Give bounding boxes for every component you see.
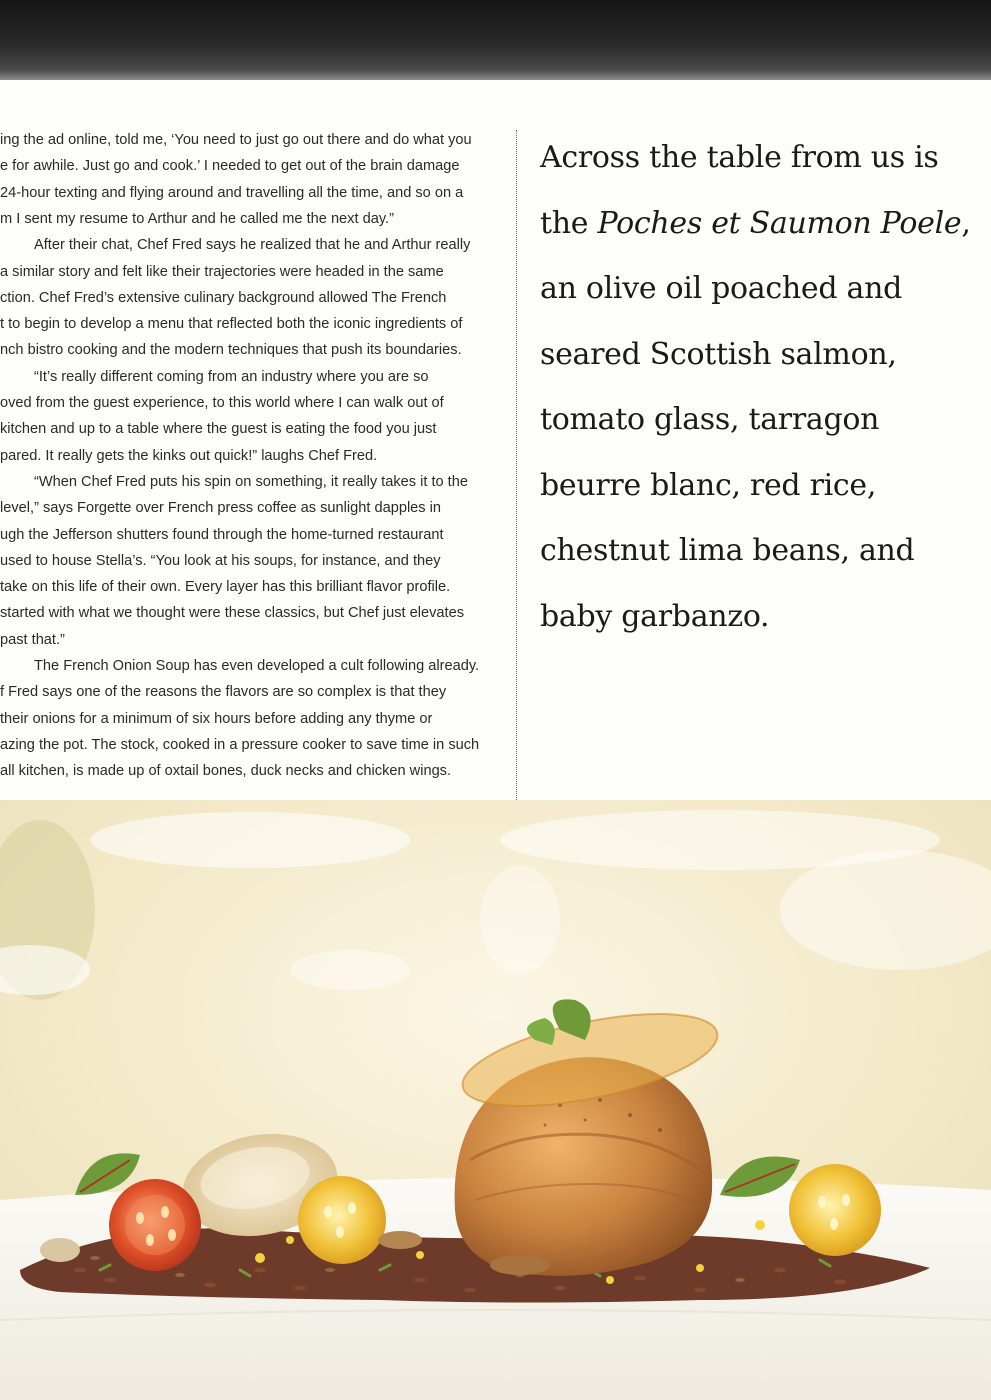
pull-quote-line	[540, 125, 980, 191]
article-text-line: kitchen and up to a table where the guest is eating the food you just	[0, 421, 437, 438]
article-text-line: their onions for a minimum of six hours before adding any thyme or	[0, 710, 433, 727]
article-body-column	[0, 130, 492, 800]
pull-quote-line	[540, 191, 980, 257]
article-text-line: nch bistro cooking and the modern techniques that push its boundaries.	[0, 342, 462, 359]
pull-quote-line	[540, 518, 980, 584]
article-text-line: started with what we thought were these classics, but Chef just elevates	[0, 605, 464, 622]
pull-quote-dish-name: Poches et Saumon Poele	[597, 205, 962, 241]
pull-quote	[540, 125, 980, 649]
pull-quote-line	[540, 453, 980, 519]
article-text-line: ction. Chef Fred’s extensive culinary background allowed The French	[0, 289, 447, 306]
article-text-line: The French Onion Soup has even developed a cult following already.	[34, 658, 480, 674]
article-text-line: take on this life of their own. Every layer has this brilliant flavor profile.	[0, 579, 451, 596]
article-text-line: After their chat, Chef Fred says he realized that he and Arthur really	[34, 237, 471, 254]
article-text-line: ing the ad online, told me, ‘You need to just go out there and do what you	[0, 132, 472, 148]
article-text-line: f Fred says one of the reasons the flavors are so complex is that they	[0, 684, 447, 701]
article-text-line: past that.”	[0, 631, 65, 648]
article-text-line: m I sent my resume to Arthur and he called me the next day.”	[0, 210, 394, 227]
column-divider-rule	[516, 130, 517, 818]
pull-quote-line	[540, 387, 980, 453]
article-text-line: used to house Stella’s. “You look at his soups, for instance, and they	[0, 552, 441, 569]
pull-quote-text: tomato glass, tarragon	[540, 402, 880, 437]
pull-quote-line	[540, 584, 980, 650]
pull-quote-text: beurre blanc, red rice,	[540, 467, 877, 503]
article-text-line: oved from the guest experience, to this world where I can walk out of	[0, 395, 444, 411]
pull-quote-text: the	[540, 205, 598, 241]
article-text-line: level,” says Forgette over French press coffee as sunlight dapples in	[0, 500, 442, 517]
article-text-line: “When Chef Fred puts his spin on something, it really takes it to the	[34, 473, 468, 490]
article-text-line: all kitchen, is made up of oxtail bones, duck necks and chicken wings.	[0, 763, 452, 780]
article-text-line: t to begin to develop a menu that reflected both the iconic ingredients of	[0, 316, 463, 333]
pull-quote-text: an olive oil poached and	[540, 271, 902, 306]
pull-quote-text: baby garbanzo.	[540, 598, 770, 634]
pull-quote-text: seared Scottish salmon,	[540, 336, 897, 372]
article-text-line: azing the pot. The stock, cooked in a pressure cooker to save time in such	[0, 736, 480, 753]
article-text-line: pared. It really gets the kinks out quick!” laughs Chef Fred.	[0, 447, 378, 464]
scan-top-edge	[0, 0, 991, 82]
dish-photo	[0, 800, 991, 1400]
pull-quote-text: Across the table from us is	[540, 140, 939, 175]
article-text-line: ugh the Jefferson shutters found through the home-turned restaurant	[0, 526, 444, 543]
pull-quote-text: ,	[961, 205, 971, 241]
pull-quote-line	[540, 256, 980, 322]
article-text-line: “It’s really different coming from an industry where you are so	[34, 368, 429, 385]
salmon-plate-illustration	[0, 800, 991, 1400]
pull-quote-text: chestnut lima beans, and	[540, 533, 915, 568]
pull-quote-line	[540, 322, 980, 388]
article-text-line: a similar story and felt like their trajectories were headed in the same	[0, 263, 444, 280]
article-text-line: 24-hour texting and flying around and travelling all the time, and so on a	[0, 184, 464, 201]
article-text-line: e for awhile. Just go and cook.’ I needed to get out of the brain damage	[0, 158, 460, 175]
